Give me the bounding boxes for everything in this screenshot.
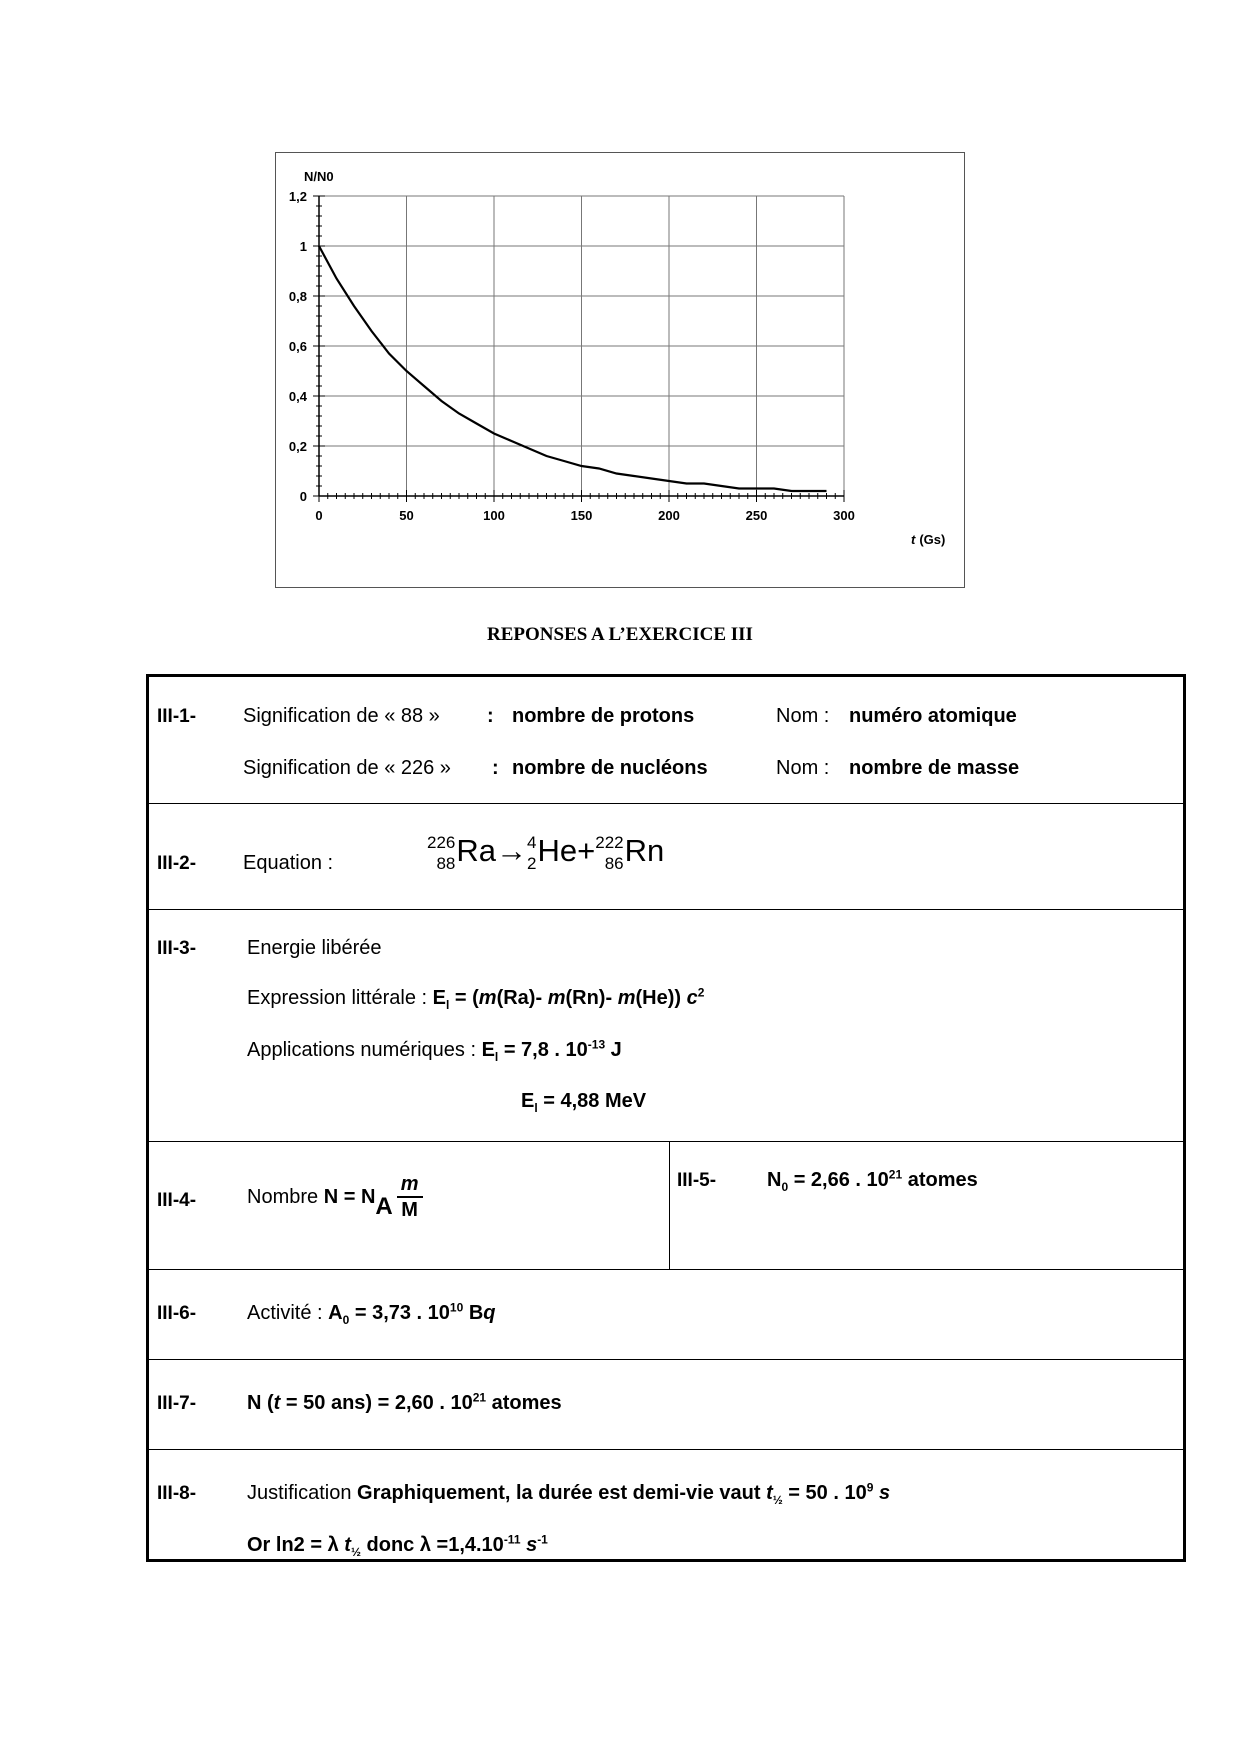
y-tick-label: 1 (299, 239, 307, 254)
expr-eq: = ( (449, 987, 479, 1009)
app-value: = 7,8 . 10 (498, 1039, 588, 1061)
app-label: Applications numériques : (247, 1039, 477, 1061)
q2-number: III-2- (157, 853, 197, 874)
q5-number-value: = 2,66 . 10 (788, 1169, 889, 1191)
q2-label: Equation : (243, 852, 334, 874)
chart-ticks (313, 196, 844, 502)
expr-e-sub: l (445, 998, 450, 1012)
x-tick-label: 200 (658, 508, 680, 523)
y-tick-label: 0,2 (288, 439, 307, 454)
q6-a-symbol: A (328, 1302, 343, 1324)
q1-line1-value: nombre de protons (512, 705, 695, 727)
app-e-sub: l (494, 1050, 499, 1064)
q6-activity (247, 1302, 496, 1325)
q4-number: III-4- (157, 1190, 197, 1211)
q8-line2-b: donc λ =1,4.10 (360, 1534, 504, 1556)
plus-sign: + (577, 833, 596, 869)
q4-formula (247, 1172, 423, 1222)
q1-number: III-1- (157, 706, 197, 727)
radon-nuclide (595, 832, 664, 874)
q6-number: III-6- (157, 1303, 197, 1324)
q8-line1 (247, 1482, 890, 1505)
expr-e-symbol: E (432, 987, 446, 1009)
q4-frac-num: m (397, 1172, 423, 1198)
q8-exp3: -1 (537, 1532, 548, 1547)
q3-application-mev (521, 1090, 646, 1113)
q7-exp: 21 (472, 1390, 487, 1405)
app-exp: -13 (587, 1037, 606, 1052)
y-axis-label: N/N0 (304, 169, 334, 184)
q3-heading: Energie libérée (247, 937, 382, 959)
mev-value: = 4,88 MeV (537, 1090, 647, 1112)
row-q1 (149, 677, 1183, 804)
q4-frac-den: M (401, 1199, 418, 1221)
rn-atomic-number: 86 (604, 854, 624, 873)
rn-mass-number: 222 (595, 833, 624, 852)
q8-t: t (766, 1482, 773, 1504)
q7-t: t (273, 1392, 281, 1414)
q8-text: Graphiquement, la durée est demi-vie vaut (351, 1482, 767, 1504)
y-tick-label: 0,6 (288, 339, 307, 354)
q8-half: ½ (772, 1493, 783, 1507)
x-tick-label: 300 (833, 508, 855, 523)
q7-value (247, 1392, 562, 1415)
app-unit: J (605, 1039, 622, 1061)
q5-unit: atomes (902, 1169, 978, 1191)
q1-line2-nom-label: Nom : (776, 757, 830, 779)
he-symbol: He (537, 833, 578, 869)
answers-table (146, 674, 1186, 1562)
q1-line1-colon: : (487, 705, 494, 727)
q8-unit: s (878, 1482, 891, 1504)
expr-c: c (686, 987, 698, 1009)
q8-number: III-8- (157, 1483, 197, 1504)
decay-chart (275, 152, 965, 588)
row-q6 (149, 1270, 1183, 1360)
expr-m1: m (478, 987, 497, 1009)
series-line-decay (319, 246, 827, 491)
q6-label: Activité : (247, 1302, 323, 1324)
q6-unit-q: q (483, 1302, 496, 1324)
expr-he: (He)) (635, 987, 687, 1009)
expr-ra: (Ra)- (496, 987, 548, 1009)
q6-exp: 10 (449, 1300, 464, 1315)
he-mass-number: 4 (527, 833, 537, 852)
expr-m2: m (547, 987, 566, 1009)
q5-number: III-5- (677, 1170, 717, 1191)
q8-value: = 50 . 10 (782, 1482, 867, 1504)
x-tick-label: 0 (315, 508, 323, 523)
expr-c-exp: 2 (697, 985, 705, 1000)
mev-e-sub: l (534, 1101, 538, 1115)
q3-expression (247, 987, 704, 1010)
y-tick-label: 0 (299, 489, 307, 504)
he-atomic-number: 2 (527, 854, 537, 873)
x-tick-label: 50 (399, 508, 414, 523)
x-axis-unit: (Gs) (919, 532, 946, 547)
q4-q5-divider (669, 1142, 670, 1269)
q1-line1-nom-label: Nom : (776, 705, 830, 727)
decay-chart-svg (276, 153, 966, 589)
radium-nuclide (427, 832, 496, 874)
q1-line1-label: Signification de « 88 » (243, 705, 440, 727)
row-q7 (149, 1360, 1183, 1450)
q7-n-open: N ( (247, 1392, 274, 1414)
q4-label: Nombre (247, 1185, 319, 1208)
q1-line2-colon: : (492, 757, 499, 779)
q1-line2-nom: nombre de masse (849, 757, 1020, 779)
rn-symbol: Rn (624, 833, 665, 869)
expr-label: Expression littérale : (247, 987, 428, 1009)
x-axis-label (911, 532, 945, 547)
expr-rn: (Rn)- (565, 987, 618, 1009)
mev-e-symbol: E (521, 1090, 535, 1112)
q4-n-expr: N = N (323, 1185, 376, 1208)
q8-label: Justification (247, 1482, 352, 1504)
ra-mass-number: 226 (427, 833, 456, 852)
ra-atomic-number: 88 (436, 854, 456, 873)
q3-application-joule (247, 1039, 622, 1062)
q8-unit2: s (526, 1534, 538, 1556)
y-tick-label: 0,8 (288, 289, 307, 304)
q5-exp: 21 (888, 1167, 903, 1182)
q4-fraction (397, 1172, 423, 1222)
row-q2 (149, 804, 1183, 910)
q7-unit: atomes (486, 1392, 562, 1414)
q5-n-sub: 0 (781, 1180, 789, 1194)
helium-nuclide (527, 832, 577, 874)
row-q4-q5 (149, 1142, 1183, 1270)
ra-symbol: Ra (456, 833, 497, 869)
q6-unit-b: B (463, 1302, 484, 1324)
y-tick-label: 1,2 (288, 189, 307, 204)
q8-exp: 9 (866, 1480, 874, 1495)
q8-half2: ½ (350, 1545, 361, 1559)
q1-line1-nom: numéro atomique (849, 705, 1017, 727)
q7-number: III-7- (157, 1393, 197, 1414)
x-axis-var: t (911, 532, 916, 547)
q8-exp2: -11 (503, 1532, 521, 1547)
row-q8 (149, 1450, 1183, 1559)
app-e-symbol: E (481, 1039, 495, 1061)
q6-value: = 3,73 . 10 (349, 1302, 450, 1324)
q8-t2: t (344, 1534, 351, 1556)
q5-n-symbol: N (767, 1169, 782, 1191)
x-tick-label: 150 (570, 508, 593, 523)
nuclear-equation (427, 832, 664, 874)
q8-line2-a: Or ln2 = λ (247, 1534, 345, 1556)
reaction-arrow: → (496, 833, 528, 869)
q3-number: III-3- (157, 938, 197, 959)
chart-grid (319, 196, 844, 496)
q1-line2-label: Signification de « 226 » (243, 757, 451, 779)
q7-rest: = 50 ans) = 2,60 . 10 (280, 1392, 473, 1414)
page-title: REPONSES A L’EXERCICE III (487, 624, 753, 645)
q5-value (767, 1169, 978, 1192)
q1-line2-value: nombre de nucléons (512, 757, 708, 779)
q4-na-sub: A (375, 1193, 393, 1220)
x-tick-label: 100 (483, 508, 505, 523)
q6-a-sub: 0 (342, 1313, 350, 1327)
expr-m3: m (617, 987, 636, 1009)
row-q3 (149, 910, 1183, 1142)
y-tick-label: 0,4 (288, 389, 307, 404)
x-tick-label: 250 (745, 508, 768, 523)
q8-line2 (247, 1534, 548, 1557)
chart-tick-labels (289, 189, 855, 523)
